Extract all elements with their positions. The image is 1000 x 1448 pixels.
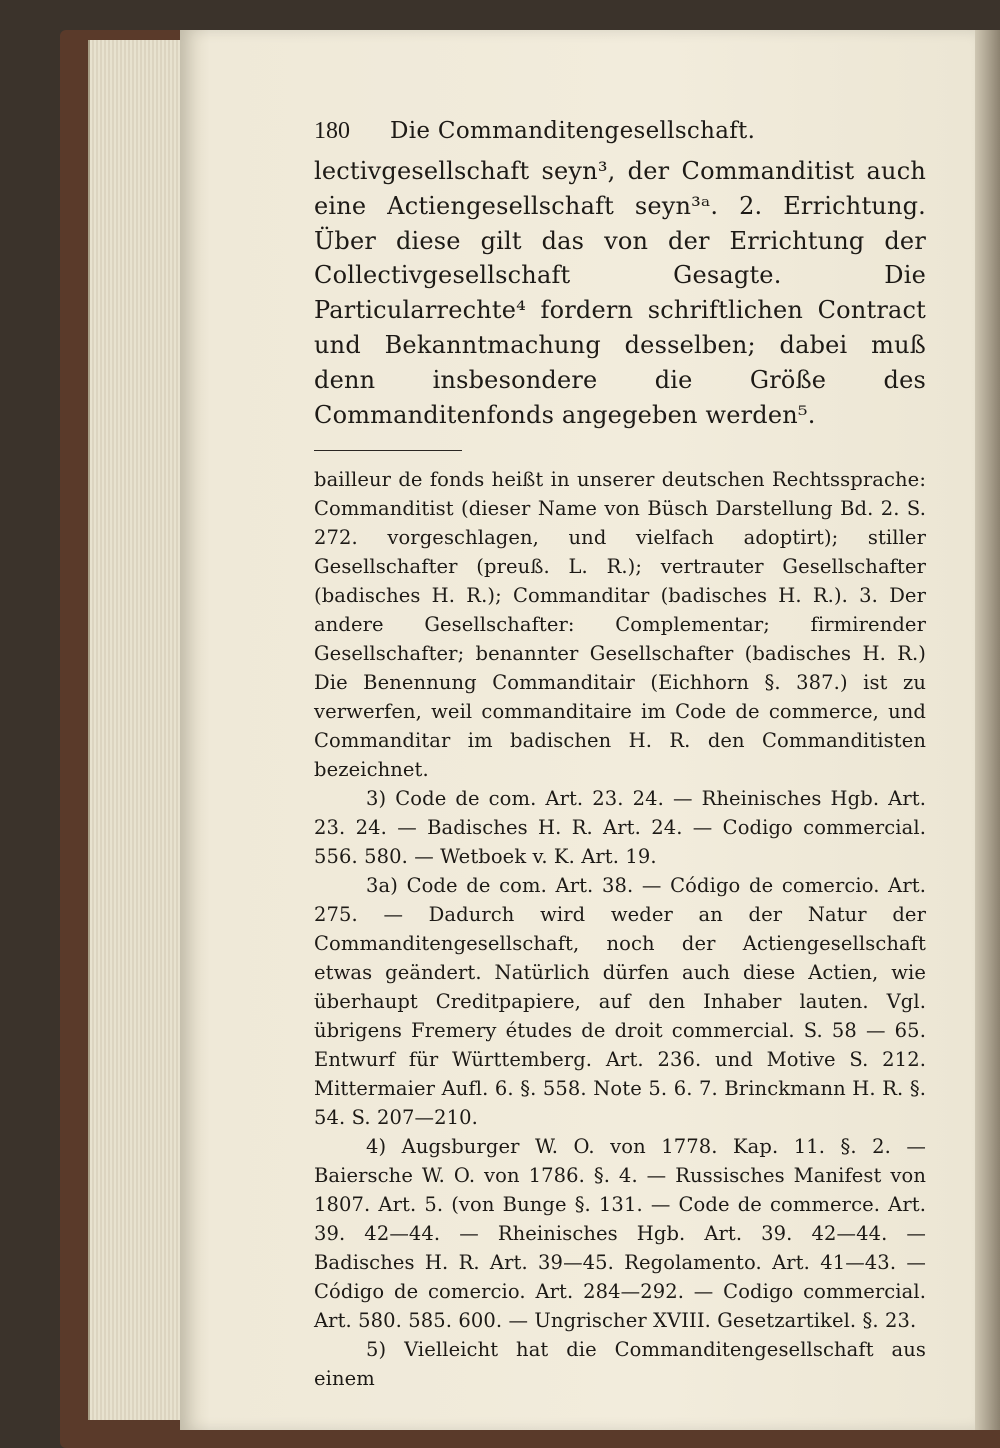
- main-paragraph: lectivgesellschaft seyn³, der Commanditist auch eine Actiengesellschaft seyn³ᵃ. 2. Errichtung. Über diese gilt das von der Errichtung der Collectivgesellschaft Gesagte. Die Particularrechte⁴ fordern schriftlichen Contract und Bekanntmachung desselben; dabei muß denn insbesondere die Größe des Commanditenfonds angegeben werden⁵.: [314, 157, 926, 429]
- footnote: 4) Augsburger W. O. von 1778. Kap. 11. §. 2. — Baiersche W. O. von 1786. §. 4. — Russisches Manifest von 1807. Art. 5. (von Bunge §. 131. — Code de commerce. Art. 39. 42—44. — Rheinisches Hgb. Art. 39. 42—44. — Badisches H. R. Art. 39—45. Regolamento. Art. 41—43. — Código de comercio. Art. 284—292. — Codigo commercial. Art. 580. 585. 600. — Ungrischer XVIII. Gesetzartikel. §. 23.: [314, 1135, 926, 1333]
- footnote: 3a) Code de com. Art. 38. — Código de comercio. Art. 275. — Dadurch wird weder an der Natur der Commanditengesellschaft, noch der Actiengesellschaft etwas geändert. Natürlich dürfen auch diese Actien, wie überhaupt Creditpapiere, auf den Inhaber lauten. Vgl. übrigens Fremery études de droit commercial. S. 58 — 65. Entwurf für Württemberg. Art. 236. und Motive S. 212. Mittermaier Aufl. 6. §. 558. Note 5. 6. 7. Brinckmann H. R. §. 54. S. 207—210.: [314, 874, 926, 1130]
- page-number: 180: [314, 118, 350, 144]
- running-title: Die Commanditengesellschaft.: [390, 118, 756, 144]
- page-header: [314, 118, 926, 154]
- footnote-rule: [314, 450, 462, 451]
- footnote: 5) Vielleicht hat die Commanditengesellschaft aus einem: [314, 1338, 926, 1391]
- footnotes: [314, 465, 926, 1393]
- footnote: 3) Code de com. Art. 23. 24. — Rheinisches Hgb. Art. 23. 24. — Badisches H. R. Art. 24. — Codigo commercial. 556. 580. — Wetboek v. K. Art. 19.: [314, 787, 926, 869]
- page-content: [314, 118, 926, 1393]
- page-gutter-shadow: [975, 30, 1000, 1430]
- footnote: bailleur de fonds heißt in unserer deutschen Rechtssprache: Commanditist (dieser Name von Büsch Darstellung Bd. 2. S. 272. vorgeschlagen, und vielfach adoptirt); stiller Gesellschafter (preuß. L. R.); vertrauter Gesellschafter (badisches H. R.); Commanditar (badisches H. R.). 3. Der andere Gesellschafter: Complementar; firmirender Gesellschafter; benannter Gesellschafter (badisches H. R.) Die Benennung Commanditair (Eichhorn §. 387.) ist zu verwerfen, weil commanditaire im Code de commerce, und Commanditar im badischen H. R. den Commanditisten bezeichnet.: [314, 468, 926, 782]
- main-text: [314, 154, 926, 432]
- page-edges: [88, 40, 190, 1420]
